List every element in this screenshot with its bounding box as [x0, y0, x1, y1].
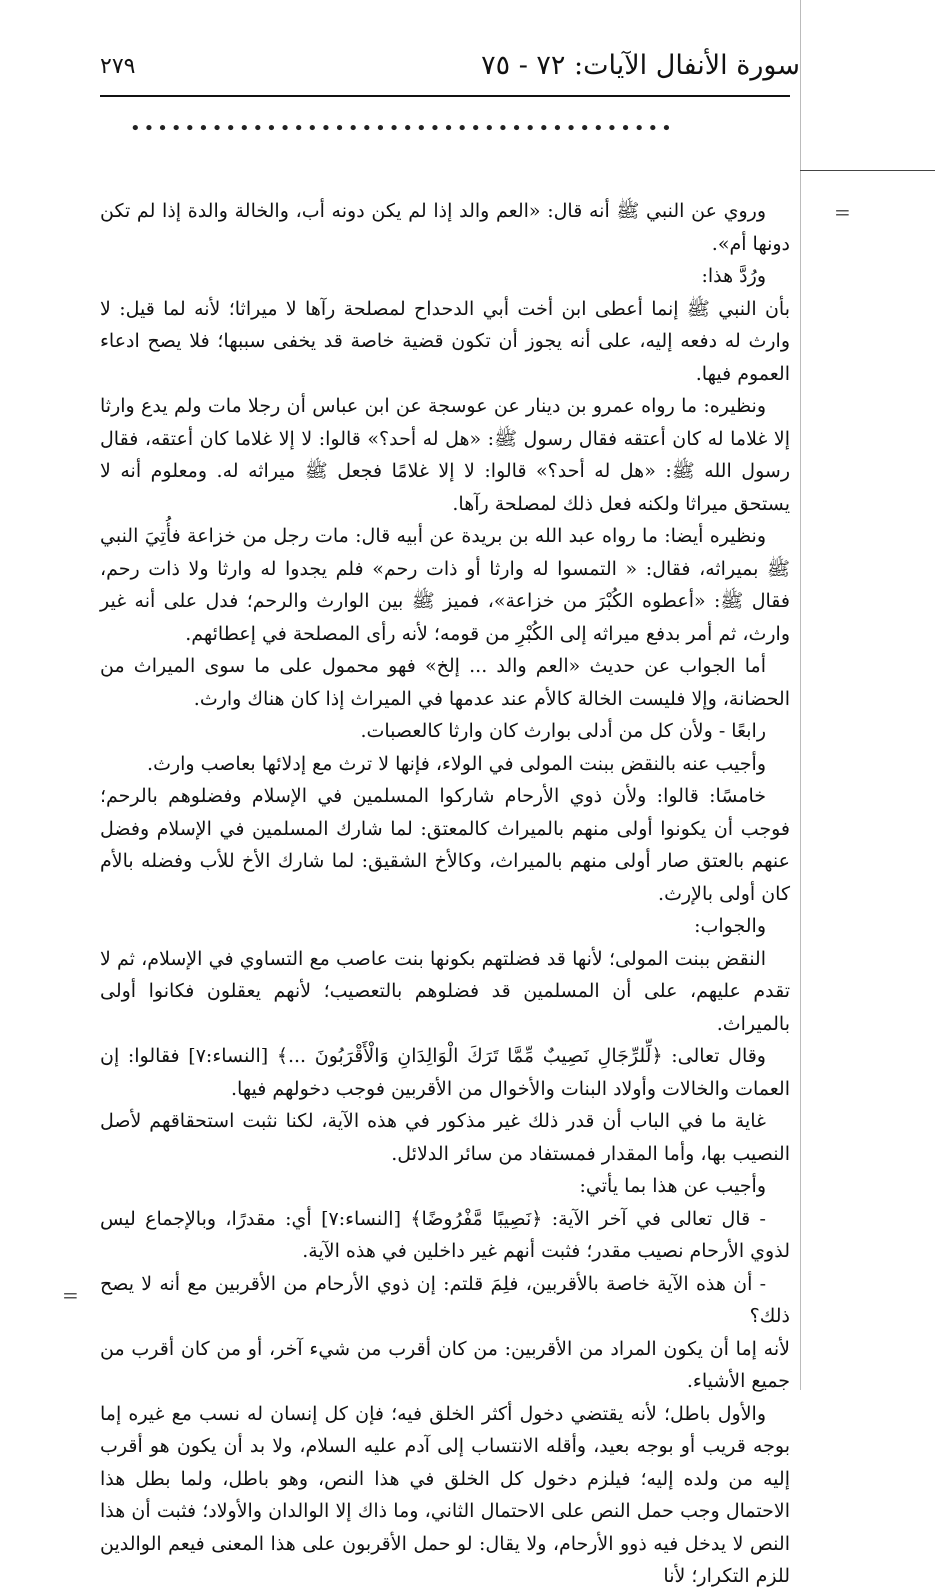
header-rule: [100, 95, 790, 97]
body-text: [100, 195, 790, 1593]
paragraph: - قال تعالى في آخر الآية: ﴿نَصِيبًا مَّفْرُوضًا﴾ [النساء:٧] أي: مقدرًا، وبالإجماع ليس لذوي الأرحام نصيب مقدر؛ فثبت أنهم غير داخلين في هذه الآية.: [100, 1207, 790, 1262]
paragraph: رابعًا - ولأن كل من أدلى بوارث كان وارثا كالعصبات.: [360, 720, 766, 742]
margin-mark: =: [834, 200, 851, 224]
paragraph: بأن النبي ﷺ إنما أعطى ابن أخت أبي الدحداح لمصلحة رآها لا ميراثا؛ لأنه لما قيل: لا وارث له دفعه إليه، على أنه يجوز أن تكون قضية خاصة قد يخفى سببها؛ فلا يصح ادعاء العموم فيها.: [100, 297, 790, 385]
paragraph: والجواب:: [694, 915, 766, 937]
paragraph: وقال تعالى: ﴿لِّلرِّجَالِ نَصِيبٌ مِّمَّا تَرَكَ الْوَالِدَانِ وَالْأَقْرَبُونَ ...﴾ [النساء:٧] فقالوا: إن العمات والخالات وأولاد البنات والأخوال من الأقربين فوجب دخولهم فيها.: [100, 1045, 790, 1100]
paragraph: أما الجواب عن حديث «العم والد ... إلخ» فهو محمول على ما سوى الميراث من الحضانة، وإلا فليست الخالة كالأم عند عدمها في الميراث إذا كان هناك وارث.: [100, 655, 790, 710]
paragraph: والأول باطل؛ لأنه يقتضي دخول أكثر الخلق فيه؛ فإن كل إنسان له نسب مع غيره إما بوجه قريب أو بوجه بعيد، وأقله الانتساب إلى آدم عليه السلام، ولا بد أن يكون هو أقرب إليه من ولده إليه؛ فيلزم دخول كل الخلق في هذا النص، وهو باطل، ولما بطل هذا الاحتمال وجب حمل النص على الاحتمال الثاني، وما ذاك إلا الوالدان والأولاد؛ فثبت أن هذا النص لا يدخل فيه ذوو الأرحام، ولا يقال: لو حمل الأقربون على هذا المعنى فيعم الوالدين للزم التكرار؛ لأنا: [100, 1402, 790, 1587]
page-header: [100, 50, 800, 90]
paragraph: النقض ببنت المولى؛ لأنها قد فضلتهم بكونها بنت عاصب مع التساوي في الإسلام، ثم لا تقدم عليهم، على أن المسلمين قد فضلوهم بالتعصيب؛ لأنهم يعقلون فكانوا أولى بالميراث.: [100, 947, 790, 1035]
paragraph: ونظيره: ما رواه عمرو بن دينار عن عوسجة عن ابن عباس أن رجلا مات ولم يدع وارثا إلا غلاما له كان أعتقه فقال رسول ﷺ: «هل له أحد؟» قالوا: لا إلا غلاما كان أعتقه، فقال رسول الله ﷺ: «هل له أحد؟» قالوا: لا إلا غلامًا فجعل ﷺ ميراثه له. ومعلوم أنه لا يستحق ميراثا ولكنه فعل ذلك لمصلحة رآها.: [100, 395, 790, 515]
margin-rule: [800, 170, 935, 171]
running-title: سورة الأنفال الآيات: ٧٢ - ٧٥: [481, 50, 800, 81]
page-number: ٢٧٩: [100, 54, 136, 79]
paragraph: لأنه إما أن يكون المراد من الأقربين: من كان أقرب من شيء آخر، أو من كان أقرب من جميع الأشياء.: [100, 1337, 790, 1392]
page-spine-line: [800, 0, 801, 1390]
paragraph: غاية ما في الباب أن قدر ذلك غير مذكور في هذه الآية، لكنا نثبت استحقاقهم لأصل النصيب بها، وأما المقدار فمستفاد من سائر الدلائل.: [100, 1110, 790, 1165]
margin-mark: =: [62, 1283, 79, 1307]
paragraph: ونظيره أيضا: ما رواه عبد الله بن بريدة عن أبيه قال: مات رجل من خزاعة فأُتِيَ النبي ﷺ بميراثه، فقال: « التمسوا له وارثا أو ذات رحم» فلم يجدوا له وارثا ولا ذات رحم، فقال ﷺ: «أعطوه الكُبْرَ من خزاعة»، فميز ﷺ بين الوارث والرحم؛ فدل على أنه غير وارث، ثم أمر بدفع ميراثه إلى الكُبْرِ من قومه؛ لأنه رأى المصلحة في إعطائهم.: [100, 525, 790, 645]
paragraph: وروي عن النبي ﷺ أنه قال: «العم والد إذا لم يكن دونه أب، والخالة والدة إذا لم تكن دونها أم».: [100, 200, 790, 255]
paragraph: وأجيب عن هذا بما يأتي:: [579, 1175, 766, 1197]
paragraph: ورُدَّ هذا:: [701, 265, 766, 287]
dotted-separator: ••••••••••••••••••••••••••••••••••••••••: [130, 118, 675, 139]
paragraph: خامسًا: قالوا: ولأن ذوي الأرحام شاركوا المسلمين في الإسلام وفضلوهم بالرحم؛ فوجب أن يكونوا أولى منهم بالميراث كالمعتق: لما شارك المسلمين في الإسلام وفضل عنهم بالعتق صار أولى منهم بالميراث، وكالأخ الشقيق: لما شارك الأخ للأب وفضله بالأم كان أولى بالإرث.: [100, 785, 790, 905]
paragraph: - أن هذه الآية خاصة بالأقربين، فلِمَ قلتم: إن ذوي الأرحام من الأقربين مع أنه لا يصح ذلك؟: [100, 1272, 790, 1327]
paragraph: وأجيب عنه بالنقض ببنت المولى في الولاء، فإنها لا ترث مع إدلائها بعاصب وارث.: [147, 752, 766, 775]
